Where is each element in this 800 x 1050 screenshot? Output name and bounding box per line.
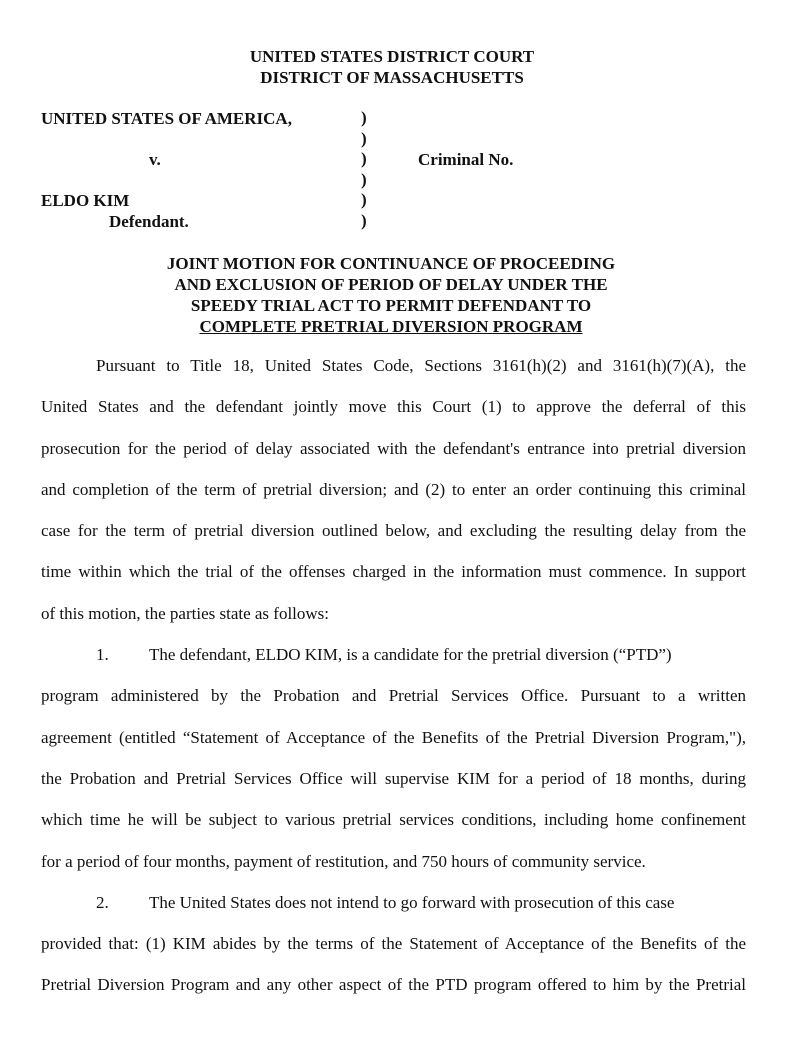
paragraph-line: United States and the defendant jointly move this Court (1) to approve the deferral of this bbox=[41, 397, 746, 417]
paragraph-line: of this motion, the parties state as follows: bbox=[41, 603, 330, 623]
court-district: DISTRICT OF MASSACHUSETTS bbox=[260, 68, 524, 87]
numbered-paragraph-2-first-line bbox=[41, 882, 746, 923]
motion-title-underlined-text: COMPLETE PRETRIAL DIVERSION PROGRAM bbox=[199, 317, 583, 336]
criminal-number-label: Criminal No. bbox=[418, 150, 514, 169]
caption-parenthesis: ) bbox=[361, 128, 367, 148]
paragraph-line: The defendant, ELDO KIM, is a candidate for the pretrial diversion (“PTD”) bbox=[149, 645, 672, 665]
paragraph-line: program administered by the Probation and Pretrial Services Office. Pursuant to a written bbox=[41, 686, 746, 706]
paragraph-line: Pursuant to Title 18, United States Code, Sections 3161(h)(2) and 3161(h)(7)(A), the bbox=[96, 356, 746, 375]
caption-parenthesis: ) bbox=[361, 108, 367, 127]
caption-defendant-label: Defendant. bbox=[109, 212, 189, 231]
paragraph-line: which time he will be subject to various pretrial services conditions, including home confinement bbox=[41, 810, 746, 830]
paragraph-number: 1. bbox=[96, 645, 109, 665]
court-name: UNITED STATES DISTRICT COURT bbox=[249, 47, 535, 66]
paragraph-line: time within which the trial of the offenses charged in the information must commence. In support bbox=[41, 562, 746, 582]
caption-parenthesis-column bbox=[361, 108, 367, 232]
paragraph-line: provided that: (1) KIM abides by the terms of the Statement of Acceptance of the Benefits of the bbox=[41, 934, 746, 954]
caption-parenthesis: ) bbox=[361, 149, 367, 169]
caption-parenthesis: ) bbox=[361, 210, 367, 230]
paragraph-line: agreement (entitled “Statement of Acceptance of the Benefits of the Pretrial Diversion Program,"), bbox=[41, 727, 746, 747]
caption-plaintiff: UNITED STATES OF AMERICA, bbox=[41, 109, 292, 128]
motion-title bbox=[0, 253, 782, 337]
paragraph-line: and completion of the term of pretrial diversion; and (2) to enter an order continuing this criminal bbox=[41, 479, 746, 499]
paragraph-line: for a period of four months, payment of restitution, and 750 hours of community service. bbox=[41, 851, 646, 871]
caption-parenthesis: ) bbox=[361, 190, 367, 210]
paragraph-line: case for the term of pretrial diversion outlined below, and excluding the resulting delay from the bbox=[41, 521, 746, 541]
motion-title-line: SPEEDY TRIAL ACT TO PERMIT DEFENDANT TO bbox=[190, 296, 592, 315]
paragraph-number: 2. bbox=[96, 892, 109, 912]
caption-defendant-name: ELDO KIM bbox=[41, 191, 130, 210]
paragraph-line: The United States does not intend to go forward with prosecution of this case bbox=[149, 892, 675, 912]
court-header bbox=[0, 46, 784, 88]
intro-paragraph bbox=[41, 345, 746, 1006]
motion-title-line-underlined bbox=[0, 316, 782, 337]
caption-parenthesis: ) bbox=[361, 169, 367, 189]
paragraph-line: prosecution for the period of delay associated with the defendant's entrance into pretrial diversion bbox=[41, 438, 746, 458]
paragraph-line: Pretrial Diversion Program and any other aspect of the PTD program offered to him by the Pretrial bbox=[41, 975, 746, 995]
paragraph-line: the Probation and Pretrial Services Office will supervise KIM for a period of 18 months, during bbox=[41, 768, 746, 788]
numbered-paragraph-1-first-line bbox=[41, 634, 746, 675]
caption-versus: v. bbox=[149, 150, 161, 169]
motion-title-line: AND EXCLUSION OF PERIOD OF DELAY UNDER THE bbox=[174, 275, 608, 294]
motion-title-line: JOINT MOTION FOR CONTINUANCE OF PROCEEDING bbox=[166, 254, 616, 273]
